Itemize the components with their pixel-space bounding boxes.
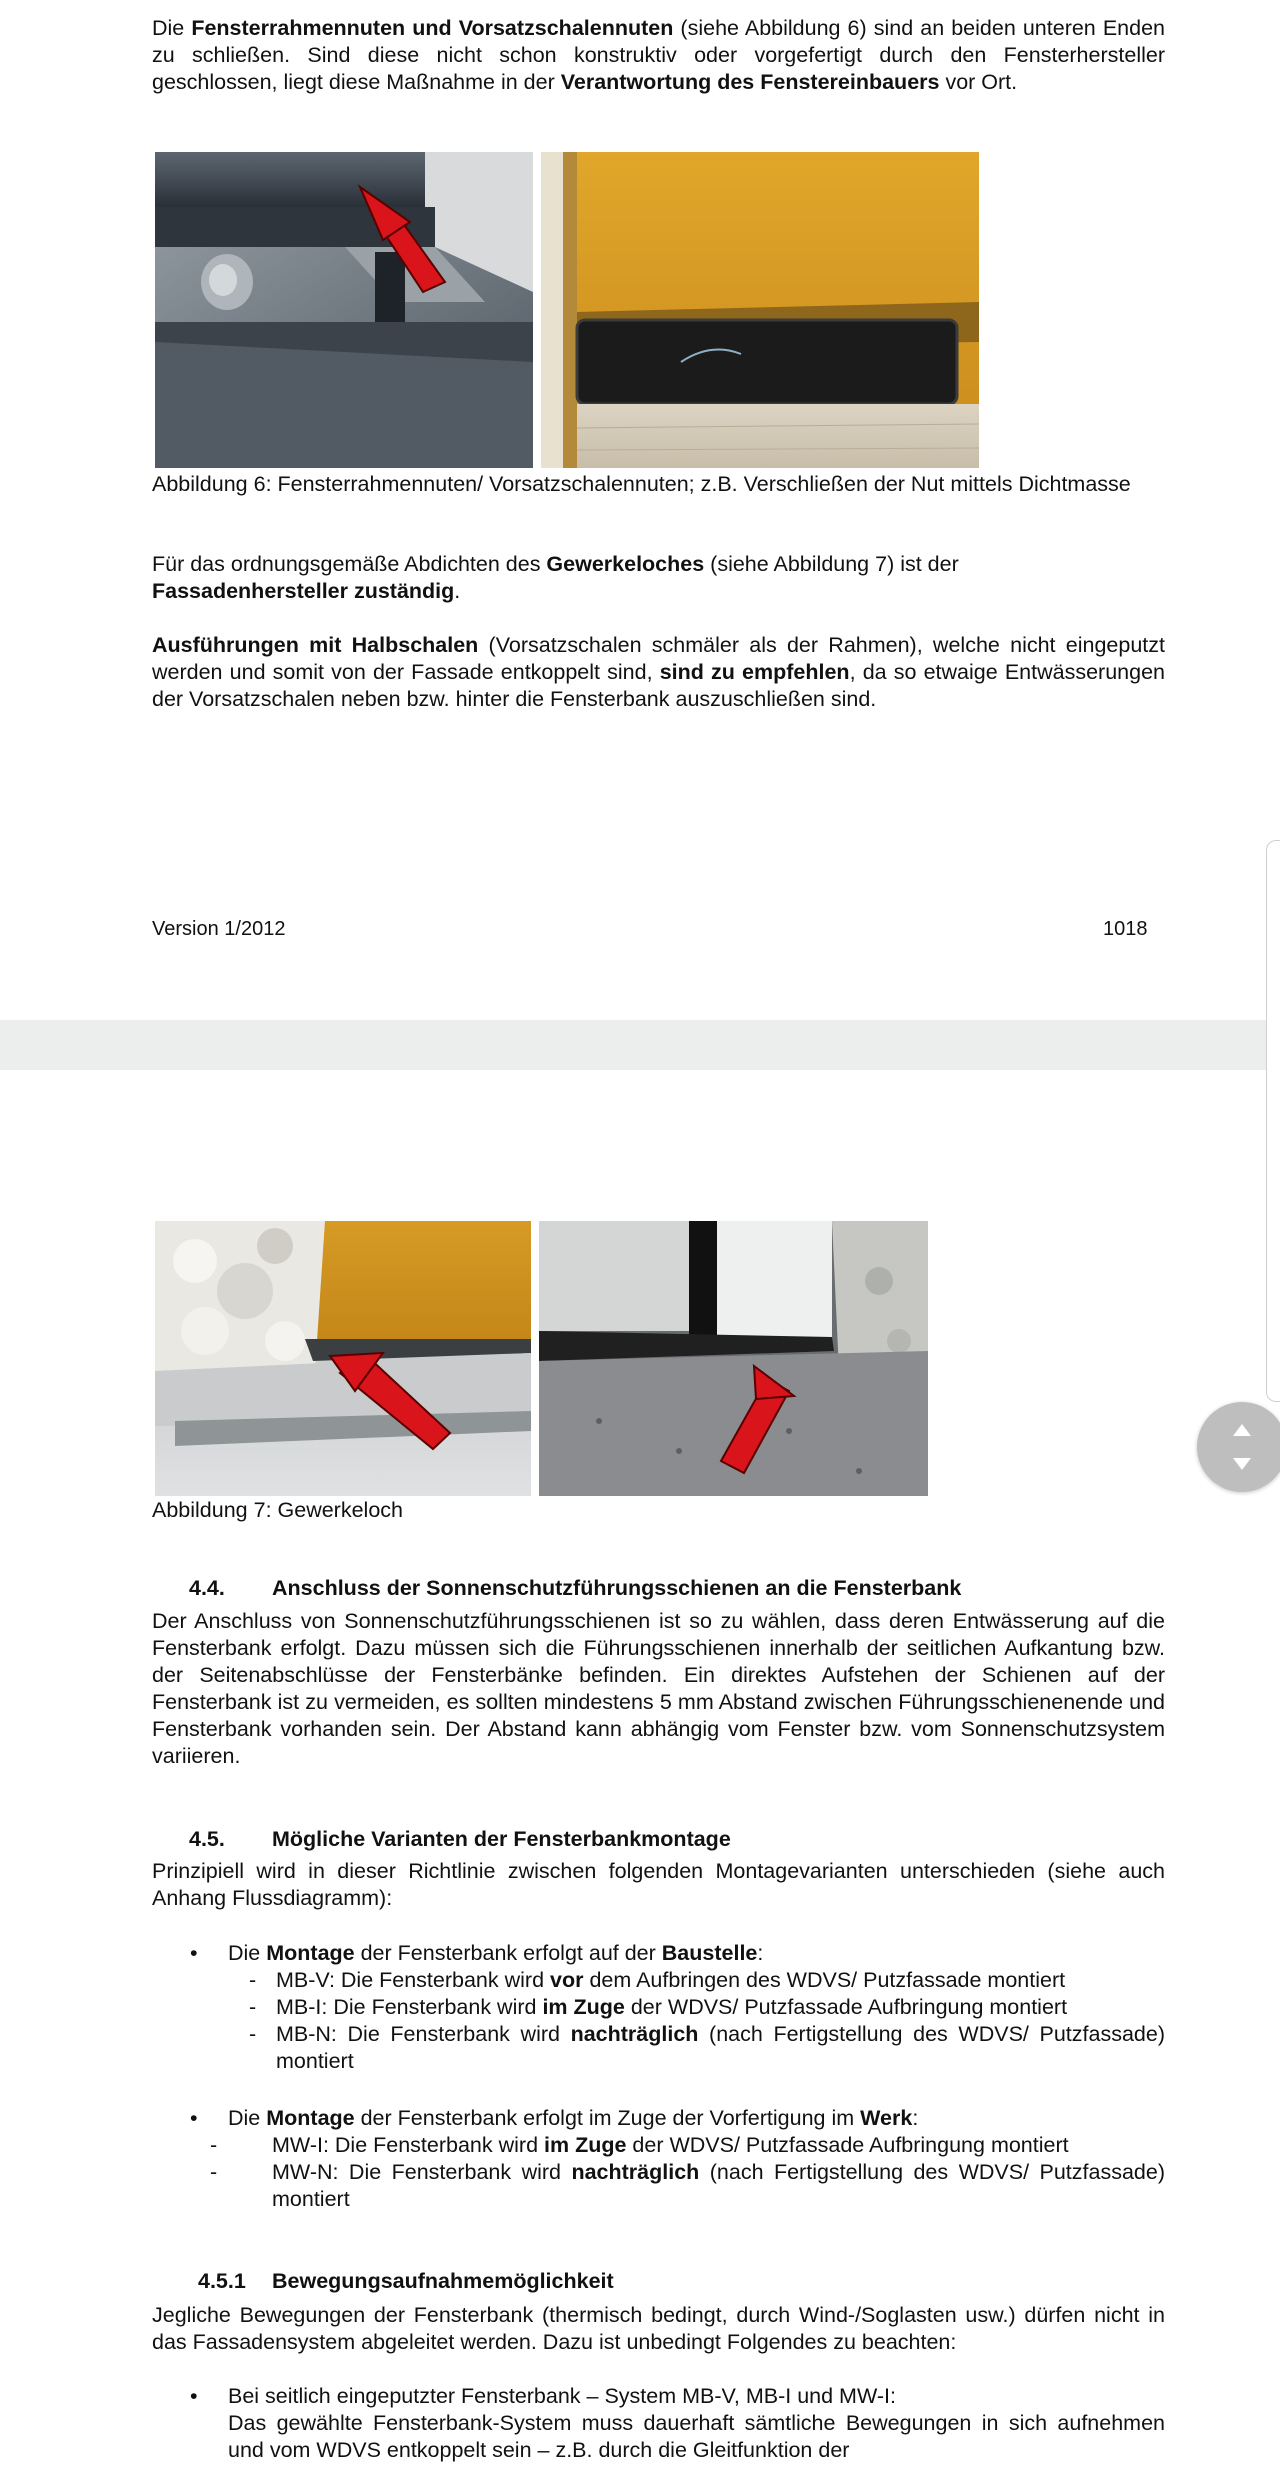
heading-4-4: 4.4. Anschluss der Sonnenschutzführungsschienen an die Fensterbank	[189, 1576, 962, 1600]
section-4-5-text: Prinzipiell wird in dieser Richtlinie zwischen folgenden Montagevarianten unterschieden (siehe auch Anhang Flussdiagramm):	[152, 1859, 1165, 1910]
list-item-mw-i: - MW-I: Die Fensterbank wird im Zuge der WDVS/ Putzfassade Aufbringung montiert	[152, 2132, 1165, 2159]
section-4-5-1-text: Jegliche Bewegungen der Fensterbank (thermisch bedingt, durch Wind-/Soglasten usw.) dürfen nicht in das Fassadensystem abgeleitet werden. Dazu ist unbedingt Folgendes zu beachten:	[152, 2303, 1165, 2354]
paragraph-halbschalen: Ausführungen mit Halbschalen (Vorsatzschalen schmäler als der Rahmen), welche nicht eingeputzt werden und somit von der Fassade entkoppelt sind, sind zu empfehlen, da so etwaige Entwässerungen der Vorsatzschalen neben bzw. hinter die Fensterbank auszuschließen sind.	[152, 633, 1165, 711]
list-item-eingeputzt: • Bei seitlich eingeputzter Fensterbank – System MB-V, MB-I und MW-I: Das gewählte Fensterbank-System muss dauerhaft sämtliche Bewegungen in sich aufnehmen und vom WDVS entkoppelt sein – z.B. durch die Gleitfunktion der	[152, 2383, 1165, 2464]
scrollbar-track[interactable]	[1266, 840, 1280, 1402]
list-item-werk: • Die Montage der Fensterbank erfolgt im Zuge der Vorfertigung im Werk:	[152, 2105, 1165, 2132]
heading-4-5: 4.5. Mögliche Varianten der Fensterbankmontage	[189, 1827, 731, 1851]
page-navigation-button[interactable]	[1197, 1402, 1280, 1492]
footer-version: Version 1/2012	[152, 918, 286, 940]
page-separator	[0, 1020, 1266, 1070]
document-page-2	[0, 1070, 1266, 2473]
list-item-baustelle: • Die Montage der Fensterbank erfolgt auf der Baustelle:	[152, 1940, 1165, 1967]
heading-4-5-1: 4.5.1 Bewegungsaufnahmemöglichkeit	[198, 2269, 614, 2293]
page-up-down-icon	[1233, 1424, 1251, 1470]
paragraph-gewerkeloch: Für das ordnungsgemäße Abdichten des Gewerkeloches (siehe Abbildung 7) ist der Fassadenhersteller zuständig.	[152, 552, 959, 603]
list-item-mw-n: - MW-N: Die Fensterbank wird nachträglich (nach Fertigstellung des WDVS/ Putzfassade) montiert	[152, 2159, 1165, 2213]
footer-page-number: 1018	[1103, 918, 1148, 940]
figure-7-caption: Abbildung 7: Gewerkeloch	[152, 1498, 403, 1522]
figure-7-photo-gap-left	[155, 1221, 531, 1496]
list-item-mb-n: - MB-N: Die Fensterbank wird nachträglich (nach Fertigstellung des WDVS/ Putzfassade) montiert	[152, 2021, 1165, 2075]
montage-werk-list	[152, 2105, 1165, 2213]
section-4-4-text: Der Anschluss von Sonnenschutzführungsschienen ist so zu wählen, dass deren Entwässerung auf die Fensterbank erfolgt. Dazu müssen sich die Führungsschienen innerhalb der seitlichen Aufkantung bzw. der Seitenabschlüsse der Fensterbänke befinden. Ein direktes Aufstehen der Schienen auf der Fensterbank ist zu vermeiden, es sollten mindestens 5 mm Abstand zwischen Führungsschienenende und Fensterbank vorhanden sein. Der Abstand kann abhängig vom Fenster bzw. vom Sonnenschutzsystem variieren.	[152, 1609, 1165, 1768]
list-item-mb-v: - MB-V: Die Fensterbank wird vor dem Aufbringen des WDVS/ Putzfassade montiert	[152, 1967, 1165, 1994]
list-item-mb-i: - MB-I: Die Fensterbank wird im Zuge der WDVS/ Putzfassade Aufbringung montiert	[152, 1994, 1165, 2021]
montage-baustelle-list	[152, 1940, 1165, 2075]
figure-6-photo-sealant	[541, 152, 979, 468]
figure-6-photo-frame-groove	[155, 152, 533, 468]
movement-list	[152, 2383, 1165, 2464]
figure-6-caption: Abbildung 6: Fensterrahmennuten/ Vorsatzschalennuten; z.B. Verschließen der Nut mittels Dichtmasse	[152, 472, 1131, 496]
figure-7-photo-gap-right	[539, 1221, 928, 1496]
paragraph-window-grooves: Die Fensterrahmennuten und Vorsatzschalennuten (siehe Abbildung 6) sind an beiden unteren Enden zu schließen. Sind diese nicht schon konstruktiv oder vorgefertigt durch den Fensterhersteller geschlossen, liegt diese Maßnahme in der Verantwortung des Fenstereinbauers vor Ort.	[152, 16, 1165, 94]
document-page-1	[0, 0, 1266, 1020]
